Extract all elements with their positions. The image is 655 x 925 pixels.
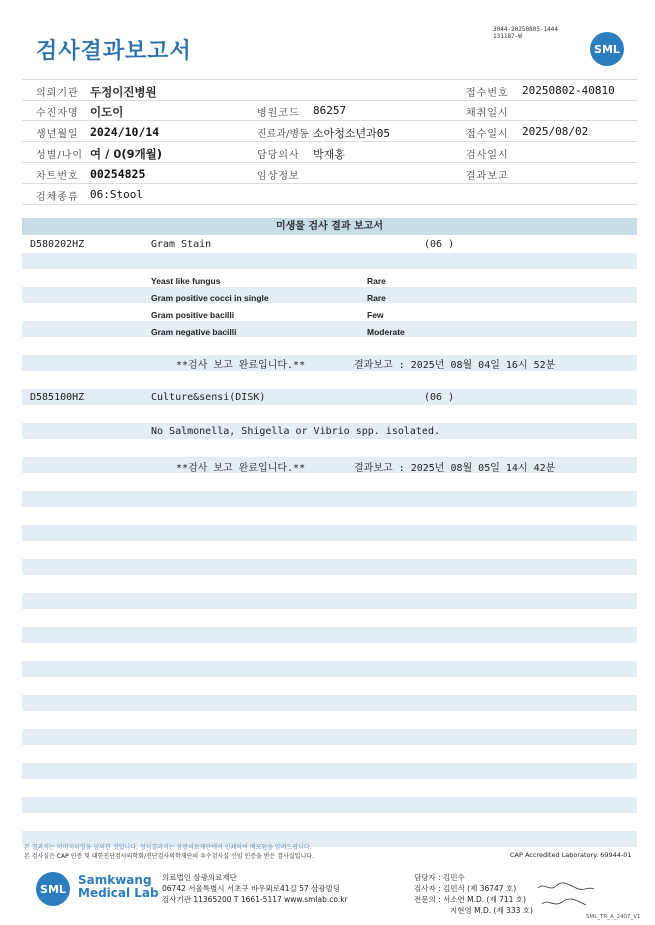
patient-value: 이도이: [90, 105, 124, 119]
signatory-line: 담당자 : 김민수: [414, 873, 465, 882]
header-row: [22, 79, 637, 101]
collect-label: 채취일시: [466, 108, 509, 119]
report-label: 결과보고: [466, 171, 509, 182]
form-version: SML_TR_A_2407_V1: [586, 914, 641, 920]
lab-name-line: Samkwang: [78, 873, 152, 887]
signatory-line: 검사자 : 김민식 (제 36747 호): [414, 884, 517, 893]
handwritten-signature: [536, 880, 596, 914]
result-item: Yeast like fungus: [151, 276, 221, 286]
address-line: 의료법인 삼광의료재단: [162, 873, 237, 882]
address-line: 06742 서울특별시 서초구 바우뫼로41길 57 삼광빌딩: [162, 884, 341, 893]
hosp-code-value: 86257: [313, 104, 347, 117]
row-stripe: [22, 253, 637, 269]
hospital-label: 의뢰기관: [36, 88, 79, 99]
report-done-note: **검사 보고 완료입니다.**: [176, 360, 306, 371]
lab-name-line: Medical Lab: [78, 886, 159, 900]
header-row: [22, 163, 637, 184]
test-specimen: (06 ): [424, 392, 455, 403]
row-stripe: [22, 627, 637, 643]
section-title: 미생물 검사 결과 보고서: [22, 218, 637, 235]
test-code: D580202HZ: [30, 239, 85, 250]
signatories: [414, 872, 533, 916]
test-specimen: (06 ): [424, 239, 455, 250]
report-time: 결과보고 : 2025년 08월 05일 14시 42분: [354, 463, 556, 474]
row-stripe: [22, 695, 637, 711]
report-time: 결과보고 : 2025년 08월 04일 16시 52분: [354, 360, 556, 371]
result-item: Gram negative bacilli: [151, 327, 237, 337]
test-code: D585100HZ: [30, 392, 85, 403]
chart-label: 차트번호: [36, 171, 79, 182]
row-stripe: [22, 389, 637, 405]
chart-value: 00254825: [90, 167, 146, 181]
document-id-line: 131187-W: [493, 33, 522, 40]
hospital-value: 두정이진병원: [90, 85, 157, 99]
sml-logo: SML: [36, 872, 70, 906]
row-stripe: [22, 525, 637, 541]
hosp-code-label: 병원코드: [257, 108, 300, 119]
row-stripe: [22, 729, 637, 745]
document-id: [493, 26, 558, 40]
cap-accreditation: CAP Accredited Laboratory. 69944-01: [510, 851, 632, 859]
doctor-label: 담당의사: [257, 150, 300, 161]
row-stripe: [22, 287, 637, 303]
header-row: [22, 184, 637, 205]
test-name: Gram Stain: [151, 239, 212, 250]
lab-address: [162, 872, 348, 905]
specimen-label: 검체종류: [36, 192, 79, 203]
receipt-no-label: 접수번호: [466, 88, 509, 99]
report-done-note: **검사 보고 완료입니다.**: [176, 463, 306, 474]
patient-label: 수진자명: [36, 108, 79, 119]
test-name: Culture&sensi(DISK): [151, 392, 266, 403]
signatory-line: 전문의 : 서소연 M.D. (제 711 호): [414, 895, 526, 904]
sex-age-value: 여 / 0(9개월): [90, 147, 163, 161]
lab-name: [78, 874, 159, 900]
row-stripe: [22, 321, 637, 337]
row-stripe: [22, 559, 637, 575]
row-stripe: [22, 797, 637, 813]
result-value: Rare: [367, 276, 386, 286]
result-value: Rare: [367, 293, 386, 303]
footer-accreditation: 본 검사실은 CAP 인증 및 대한진단검사의학회/진단검사의학재단의 우수검사실 신임 인증을 받은 검사실입니다.: [24, 853, 314, 860]
doctor-value: 박재홍: [313, 148, 345, 161]
specimen-value: 06:Stool: [90, 188, 143, 201]
result-item: Gram positive cocci in single: [151, 293, 269, 303]
dob-value: 2024/10/14: [90, 125, 160, 139]
header-row: [22, 121, 637, 142]
dept-value: 소아청소년과05: [313, 127, 391, 140]
row-stripe: [22, 491, 637, 507]
address-line: 검사기관 11365200 T 1661-5117 www.smlab.co.kr: [162, 895, 348, 904]
signatory-line: 지현영 M.D. (제 333 호): [450, 906, 533, 915]
sex-age-label: 성별/나이: [36, 150, 84, 161]
row-stripe: [22, 661, 637, 677]
header-row: [22, 142, 637, 163]
culture-result: No Salmonella, Shigella or Vibrio spp. isolated.: [151, 426, 440, 437]
row-stripe: [22, 593, 637, 609]
receipt-date-value: 2025/08/02: [522, 125, 589, 138]
receipt-date-label: 접수일시: [466, 129, 509, 140]
receipt-no-value: 20250802-40810: [522, 84, 615, 97]
row-stripe: [22, 763, 637, 779]
sml-logo: SML: [590, 32, 624, 66]
report-title: 검사결과보고서: [36, 39, 192, 64]
test-date-label: 검사일시: [466, 150, 509, 161]
footer-notice: 본 결과지는 이미지파일을 임의한 것입니다. 정식결과지는 삼광의료재단에서 인쇄하여 배포됨을 알려드립니다.: [24, 844, 312, 851]
result-value: Few: [367, 310, 384, 320]
header-row: [22, 100, 637, 121]
document-id-line: 3044-20250805-1444: [493, 26, 559, 33]
result-value: Moderate: [367, 327, 405, 337]
result-item: Gram positive bacilli: [151, 310, 235, 320]
clinical-label: 임상정보: [257, 171, 300, 182]
dob-label: 생년월일: [36, 129, 79, 140]
dept-label: 진료과/병동: [257, 129, 309, 140]
